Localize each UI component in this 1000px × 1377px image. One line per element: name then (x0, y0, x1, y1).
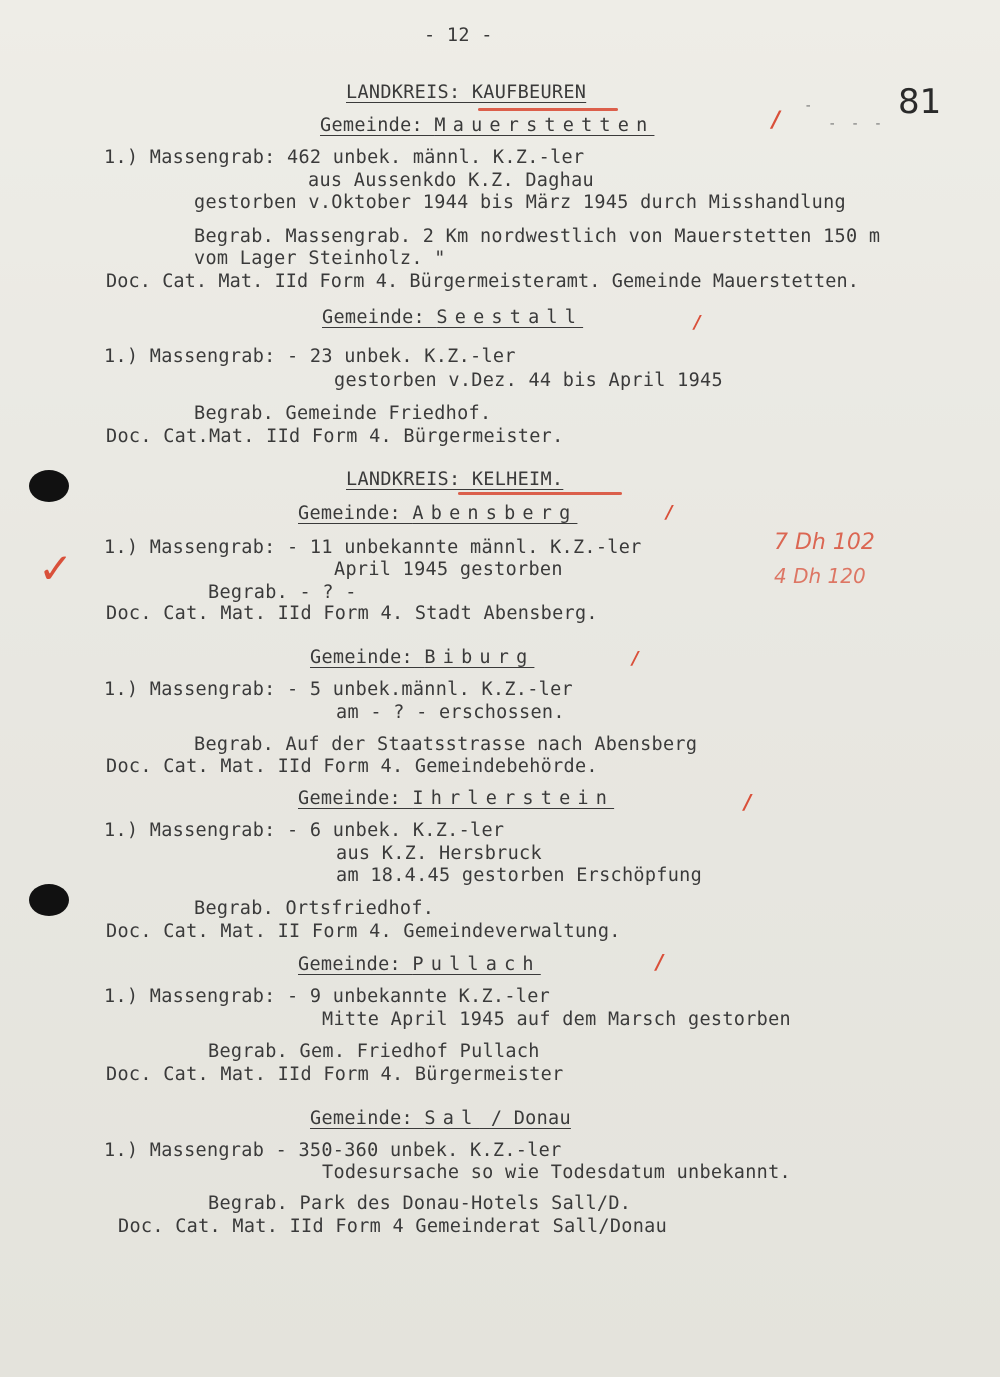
mauerstetten-line-3: gestorben v.Oktober 1944 bis März 1945 durch Misshandlung (194, 192, 846, 213)
seestall-line-4: Doc. Cat.Mat. IId Form 4. Bürgermeister. (106, 426, 564, 447)
page-marker: - 12 - (424, 25, 493, 46)
mauerstetten-line-2: aus Aussenkdo K.Z. Daghau (308, 170, 594, 191)
red-tick: / (632, 648, 639, 669)
gemeinde-seestall-heading (322, 307, 583, 329)
biburg-line-4: Doc. Cat. Mat. IId Form 4. Gemeindebehörde. (106, 756, 598, 777)
punch-hole-top (29, 470, 69, 502)
gemeinde-label: Gemeinde: (310, 647, 425, 668)
red-tick: / (744, 790, 752, 814)
abensberg-line-1: 1.) Massengrab: - 11 unbekannte männl. K.Z.-ler (104, 537, 642, 558)
red-tick: / (656, 950, 664, 974)
dash-left: - (804, 98, 816, 114)
red-tick: / (772, 108, 781, 133)
landkreis-kaufbeuren-heading: LANDKREIS: KAUFBEUREN (346, 82, 587, 103)
gemeinde-label: Gemeinde: (310, 1108, 425, 1129)
ihrlerstein-line-4: Begrab. Ortsfriedhof. (194, 898, 435, 919)
gemeinde-name: Abensberg (412, 503, 578, 524)
margin-checkmark: ✓ (38, 544, 74, 593)
landkreis-kelheim-heading: LANDKREIS: KELHEIM. (346, 469, 564, 490)
ihrlerstein-line-1: 1.) Massengrab: - 6 unbek. K.Z.-ler (104, 820, 505, 841)
margin-note-1: 7 Dh 102 (774, 530, 875, 555)
biburg-line-2: am - ? - erschossen. (336, 702, 565, 723)
mauerstetten-line-6: Doc. Cat. Mat. IId Form 4. Bürgermeisteramt. Gemeinde Mauerstetten. (106, 271, 859, 292)
pullach-line-4: Doc. Cat. Mat. IId Form 4. Bürgermeister (106, 1064, 564, 1085)
gemeinde-label: Gemeinde: (322, 307, 437, 328)
sal-line-3: Begrab. Park des Donau-Hotels Sall/D. (208, 1193, 632, 1214)
gemeinde-label: Gemeinde: (298, 503, 413, 524)
red-tick: / (694, 312, 701, 333)
gemeinde-name: Seestall (436, 307, 584, 328)
gemeinde-name: Mauerstetten (434, 115, 655, 136)
gemeinde-label: Gemeinde: (320, 115, 435, 136)
abensberg-line-2: April 1945 gestorben (334, 559, 563, 580)
gemeinde-name: Sal (424, 1108, 480, 1129)
gemeinde-abensberg-heading (298, 503, 577, 525)
gemeinde-pullach-heading (298, 954, 541, 976)
gemeinde-mauerstetten-heading (320, 115, 654, 137)
pullach-line-3: Begrab. Gem. Friedhof Pullach (208, 1041, 540, 1062)
seestall-line-2: gestorben v.Dez. 44 bis April 1945 (334, 370, 723, 391)
gemeinde-suffix: / Donau (479, 1108, 571, 1129)
gemeinde-name: Pullach (412, 954, 541, 975)
mauerstetten-line-5: vom Lager Steinholz. " (194, 248, 446, 269)
ihrlerstein-line-5: Doc. Cat. Mat. II Form 4. Gemeindeverwaltung. (106, 921, 621, 942)
margin-note-2: 4 Dh 120 (774, 564, 866, 588)
ihrlerstein-line-3: am 18.4.45 gestorben Erschöpfung (336, 865, 703, 886)
gemeinde-name: Ihrlerstein (412, 788, 615, 809)
gemeinde-name: Biburg (424, 647, 535, 668)
gemeinde-label: Gemeinde: (298, 954, 413, 975)
punch-hole-bottom (29, 884, 69, 916)
sal-line-2: Todesursache so wie Todesdatum unbekannt. (322, 1162, 791, 1183)
sal-line-4: Doc. Cat. Mat. IId Form 4 Gemeinderat Sall/Donau (118, 1216, 668, 1237)
mauerstetten-line-4: Begrab. Massengrab. 2 Km nordwestlich von Mauerstetten 150 m (194, 226, 881, 247)
gemeinde-label: Gemeinde: (298, 788, 413, 809)
seestall-line-1: 1.) Massengrab: - 23 unbek. K.Z.-ler (104, 346, 516, 367)
red-tick: / (666, 502, 673, 523)
gemeinde-ihrlerstein-heading (298, 788, 614, 810)
red-underline-kelheim (458, 492, 622, 495)
abensberg-line-3: Begrab. - ? - (208, 582, 357, 603)
mauerstetten-line-1: 1.) Massengrab: 462 unbek. männl. K.Z.-ler (104, 147, 585, 168)
dash-right: - - - (828, 116, 886, 132)
abensberg-line-4: Doc. Cat. Mat. IId Form 4. Stadt Abensberg. (106, 603, 598, 624)
ihrlerstein-line-2: aus K.Z. Hersbruck (336, 843, 542, 864)
pullach-line-2: Mitte April 1945 auf dem Marsch gestorben (322, 1009, 791, 1030)
seestall-line-3: Begrab. Gemeinde Friedhof. (194, 403, 492, 424)
page-number: 81 (898, 82, 942, 122)
red-underline-kaufbeuren (478, 108, 618, 111)
biburg-line-3: Begrab. Auf der Staatsstrasse nach Abensberg (194, 734, 698, 755)
pullach-line-1: 1.) Massengrab: - 9 unbekannte K.Z.-ler (104, 986, 551, 1007)
sal-line-1: 1.) Massengrab - 350-360 unbek. K.Z.-ler (104, 1140, 562, 1161)
gemeinde-biburg-heading (310, 647, 534, 669)
biburg-line-1: 1.) Massengrab: - 5 unbek.männl. K.Z.-ler (104, 679, 573, 700)
gemeinde-sal-heading (310, 1108, 571, 1130)
